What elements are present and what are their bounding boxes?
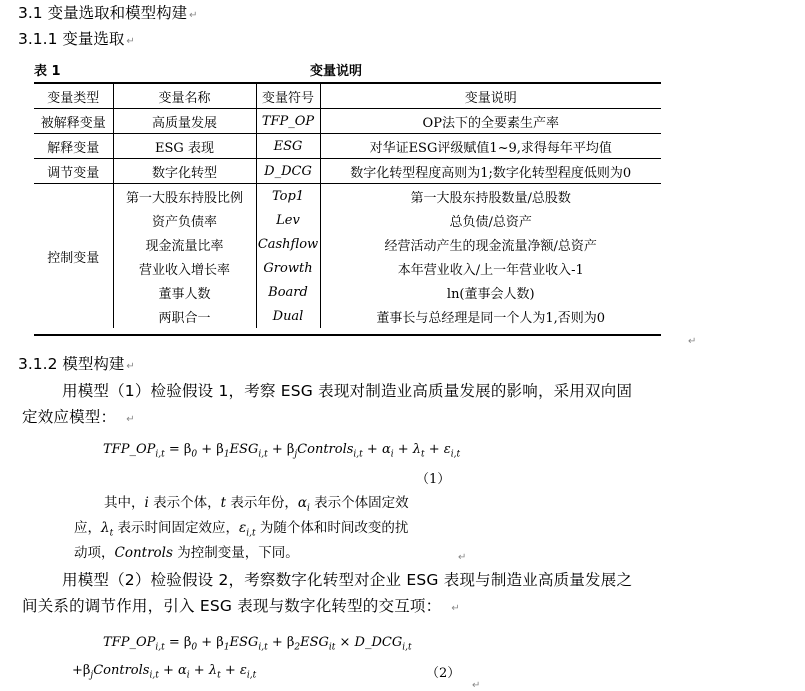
paragraph-2-line-2: 间关系的调节作用，引入 ESG 表现与数字化转型的交互项： ↵	[22, 597, 460, 615]
cell-desc: ln(董事会人数)	[320, 280, 661, 304]
cell-symbol: Dual	[256, 304, 320, 328]
table-row	[34, 256, 661, 280]
cell-name: 董事人数	[113, 280, 256, 304]
table-title: 变量说明	[310, 64, 363, 79]
cell-name: 高质量发展	[113, 109, 256, 134]
paragraph-1-line-2: 定效应模型： ↵	[22, 408, 135, 426]
cell-name: 数字化转型	[113, 159, 256, 184]
table-row	[34, 184, 661, 209]
paragraph-mark: ↵	[688, 336, 697, 347]
table-row	[34, 159, 661, 184]
equation-2-number: （2）	[426, 666, 461, 681]
cell-symbol: Cashflow	[256, 232, 320, 256]
paragraph-2-line-1: 用模型（2）检验假设 2，考察数字化转型对企业 ESG 表现与制造业高质量发展之	[62, 571, 633, 589]
cell-symbol: ESG	[256, 134, 320, 159]
table-row	[34, 232, 661, 256]
cell-type: 被解释变量	[34, 109, 113, 134]
cell-desc: 第一大股东持股数量/总股数	[320, 184, 661, 209]
section-heading-3-1-2: 3.1.2 模型构建 ↵	[18, 355, 135, 373]
cell-symbol: D_DCG	[256, 159, 320, 184]
section-heading-3-1: 3.1 变量选取和模型构建 ↵	[18, 4, 198, 22]
cell-name: 第一大股东持股比例	[113, 184, 256, 209]
cell-symbol: TFP_OP	[256, 109, 320, 134]
paragraph-mark: ↵	[472, 680, 481, 691]
cell-desc: 对华证ESG评级赋值1~9,求得每年平均值	[320, 134, 661, 159]
cell-desc: OP法下的全要素生产率	[320, 109, 661, 134]
cell-desc: 本年营业收入/上一年营业收入-1	[320, 256, 661, 280]
table-bottom-rule	[34, 334, 661, 336]
cell-type: 解释变量	[34, 134, 113, 159]
variable-table	[34, 84, 661, 328]
note-line-3: 动项，Controls 为控制变量，下同。	[74, 545, 299, 561]
note-line-1: 其中，i 表示个体，t 表示年份，$\alpha_i$ 表示个体固定效	[104, 495, 409, 514]
cell-name: ESG 表现	[113, 134, 256, 159]
paragraph-mark: ↵	[458, 552, 467, 563]
cell-name: 营业收入增长率	[113, 256, 256, 280]
table-row	[34, 134, 661, 159]
cell-name: 资产负债率	[113, 208, 256, 232]
equation-2-line-1: $TFP\_OP_{i,t} = \beta_0 + \beta_1ESG_{i,t} + \beta_2ESG_{it}$ × $D\_DCG_{i,t}$	[103, 635, 412, 653]
equation-2-line-2: $+\beta_jControls_{i,t} + \alpha_i + \lambda_t + \varepsilon_{i,t}$	[72, 663, 257, 681]
col-header-type: 变量类型	[34, 84, 113, 109]
col-header-symbol: 变量符号	[256, 84, 320, 109]
table-header-row	[34, 84, 661, 109]
equation-1: $TFP\_OP_{i,t} = \beta_0 + \beta_1ESG_{i,t}$ + $\beta_jControls_{i,t} + \alpha_i + \lambda_t + \varepsilon_{i,t}$	[103, 442, 461, 460]
cell-symbol: Lev	[256, 208, 320, 232]
cell-desc: 董事长与总经理是同一个人为1,否则为0	[320, 304, 661, 328]
cell-desc: 经营活动产生的现金流量净额/总资产	[320, 232, 661, 256]
cell-name: 现金流量比率	[113, 232, 256, 256]
table-row	[34, 208, 661, 232]
section-heading-3-1-1: 3.1.1 变量选取 ↵	[18, 30, 135, 48]
cell-symbol: Growth	[256, 256, 320, 280]
cell-type-control: 控制变量	[34, 184, 113, 329]
table-row	[34, 304, 661, 328]
col-header-name: 变量名称	[113, 84, 256, 109]
cell-desc: 数字化转型程度高则为1;数字化转型程度低则为0	[320, 159, 661, 184]
col-header-desc: 变量说明	[320, 84, 661, 109]
note-line-2: 应，$\lambda_t$ 表示时间固定效应，$\varepsilon_{i,t}$ 为随个体和时间改变的扰	[74, 520, 409, 539]
cell-type: 调节变量	[34, 159, 113, 184]
table-row	[34, 109, 661, 134]
cell-name: 两职合一	[113, 304, 256, 328]
table-row	[34, 280, 661, 304]
table-label: 表 1	[34, 64, 61, 79]
cell-desc: 总负债/总资产	[320, 208, 661, 232]
cell-symbol: Top1	[256, 184, 320, 209]
equation-1-number: （1）	[416, 472, 451, 487]
cell-symbol: Board	[256, 280, 320, 304]
paragraph-1-line-1: 用模型（1）检验假设 1，考察 ESG 表现对制造业高质量发展的影响，采用双向固	[62, 382, 633, 400]
